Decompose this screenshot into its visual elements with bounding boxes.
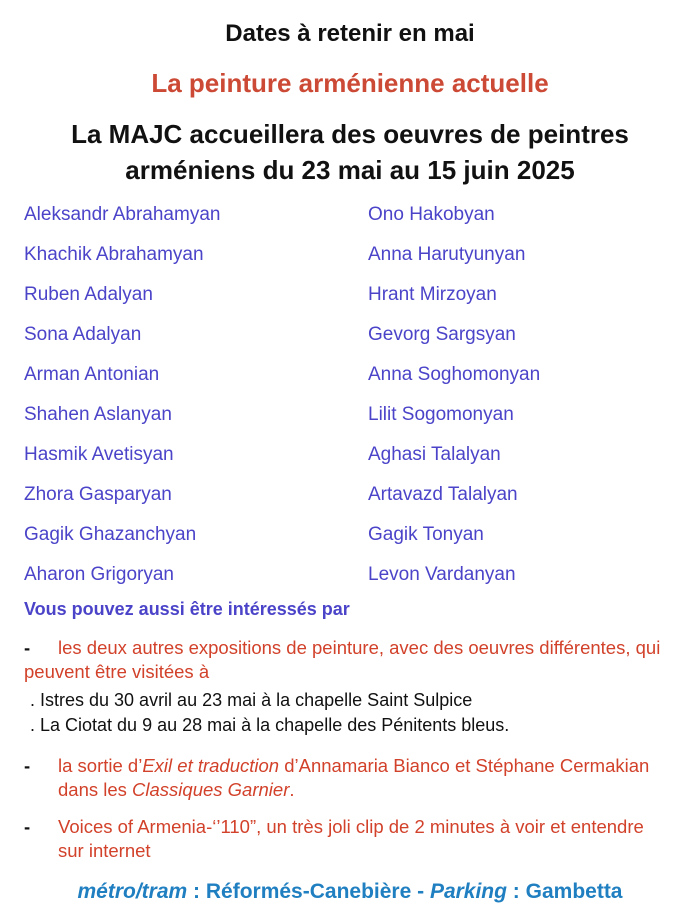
artist-column-left <box>24 200 220 600</box>
interest-item-clip <box>24 815 664 863</box>
artist-name: Anna Soghomonyan <box>368 364 541 385</box>
book-text-part: la sortie d’ <box>58 755 143 776</box>
artist-name: Sona Adalyan <box>24 324 142 345</box>
book-text-part: . <box>289 779 295 800</box>
transport-value: : Réformés-Canebière - <box>187 880 430 903</box>
list-dash: - <box>24 816 31 837</box>
access-info <box>0 880 700 904</box>
artist-name: Shahen Aslanyan <box>24 404 172 425</box>
announcement <box>0 116 700 188</box>
book-title: Exil et traduction <box>142 755 280 776</box>
page-title: Dates à retenir en mai <box>225 20 475 47</box>
artist-name: Aghasi Talalyan <box>368 444 501 465</box>
artist-name: Aharon Grigoryan <box>24 564 174 585</box>
transport-label: métro/tram <box>77 880 188 903</box>
parking-value: : Gambetta <box>506 880 623 903</box>
list-dash: - <box>24 637 31 658</box>
announcement-line-2: arméniens du 23 mai au 15 juin 2025 <box>125 155 575 185</box>
artist-name: Zhora Gasparyan <box>24 484 172 505</box>
book-text-part: d’Annamaria Bianco et Stéphane Cermakian dans les <box>58 755 650 800</box>
artist-name: Anna Harutyunyan <box>368 244 526 265</box>
announcement-line-1: La MAJC accueillera des oeuvres de peintres <box>71 119 629 149</box>
artist-name: Ono Hakobyan <box>368 204 495 225</box>
artist-name: Gagik Ghazanchyan <box>24 524 197 545</box>
parking-label: Parking <box>429 880 507 903</box>
exhibition-istres: . Istres du 30 avril au 23 mai à la chapelle Saint Sulpice <box>30 690 473 710</box>
publisher-name: Classiques Garnier <box>132 779 290 800</box>
interest-item-book <box>24 754 664 802</box>
artist-name: Aleksandr Abrahamyan <box>24 204 221 225</box>
artist-name: Ruben Adalyan <box>24 284 153 305</box>
artist-name: Arman Antonian <box>24 364 160 385</box>
interest-item-exhibitions <box>24 636 664 684</box>
list-dash: - <box>24 755 31 776</box>
artist-name: Gevorg Sargsyan <box>368 324 516 345</box>
exhibition-subtitle: La peinture arménienne actuelle <box>151 68 549 98</box>
exhibition-la-ciotat: . La Ciotat du 9 au 28 mai à la chapelle des Pénitents bleus. <box>30 715 510 735</box>
artist-name: Gagik Tonyan <box>368 524 484 545</box>
artist-column-right <box>368 200 540 600</box>
artist-name: Lilit Sogomonyan <box>368 404 514 425</box>
interest-item-text <box>24 754 664 802</box>
interest-item-text: les deux autres expositions de peinture, avec des oeuvres différentes, qui peuvent être visitées à <box>24 637 661 682</box>
artist-name: Hasmik Avetisyan <box>24 444 174 465</box>
artist-name: Khachik Abrahamyan <box>24 244 204 265</box>
artist-name: Artavazd Talalyan <box>368 484 518 505</box>
interest-item-text: Voices of Armenia-‘’110”, un très joli clip de 2 minutes à voir et entendre sur internet <box>58 816 644 861</box>
artist-name: Levon Vardanyan <box>368 564 516 585</box>
interest-heading: Vous pouvez aussi être intéressés par <box>24 599 350 619</box>
artist-name: Hrant Mirzoyan <box>368 284 497 305</box>
